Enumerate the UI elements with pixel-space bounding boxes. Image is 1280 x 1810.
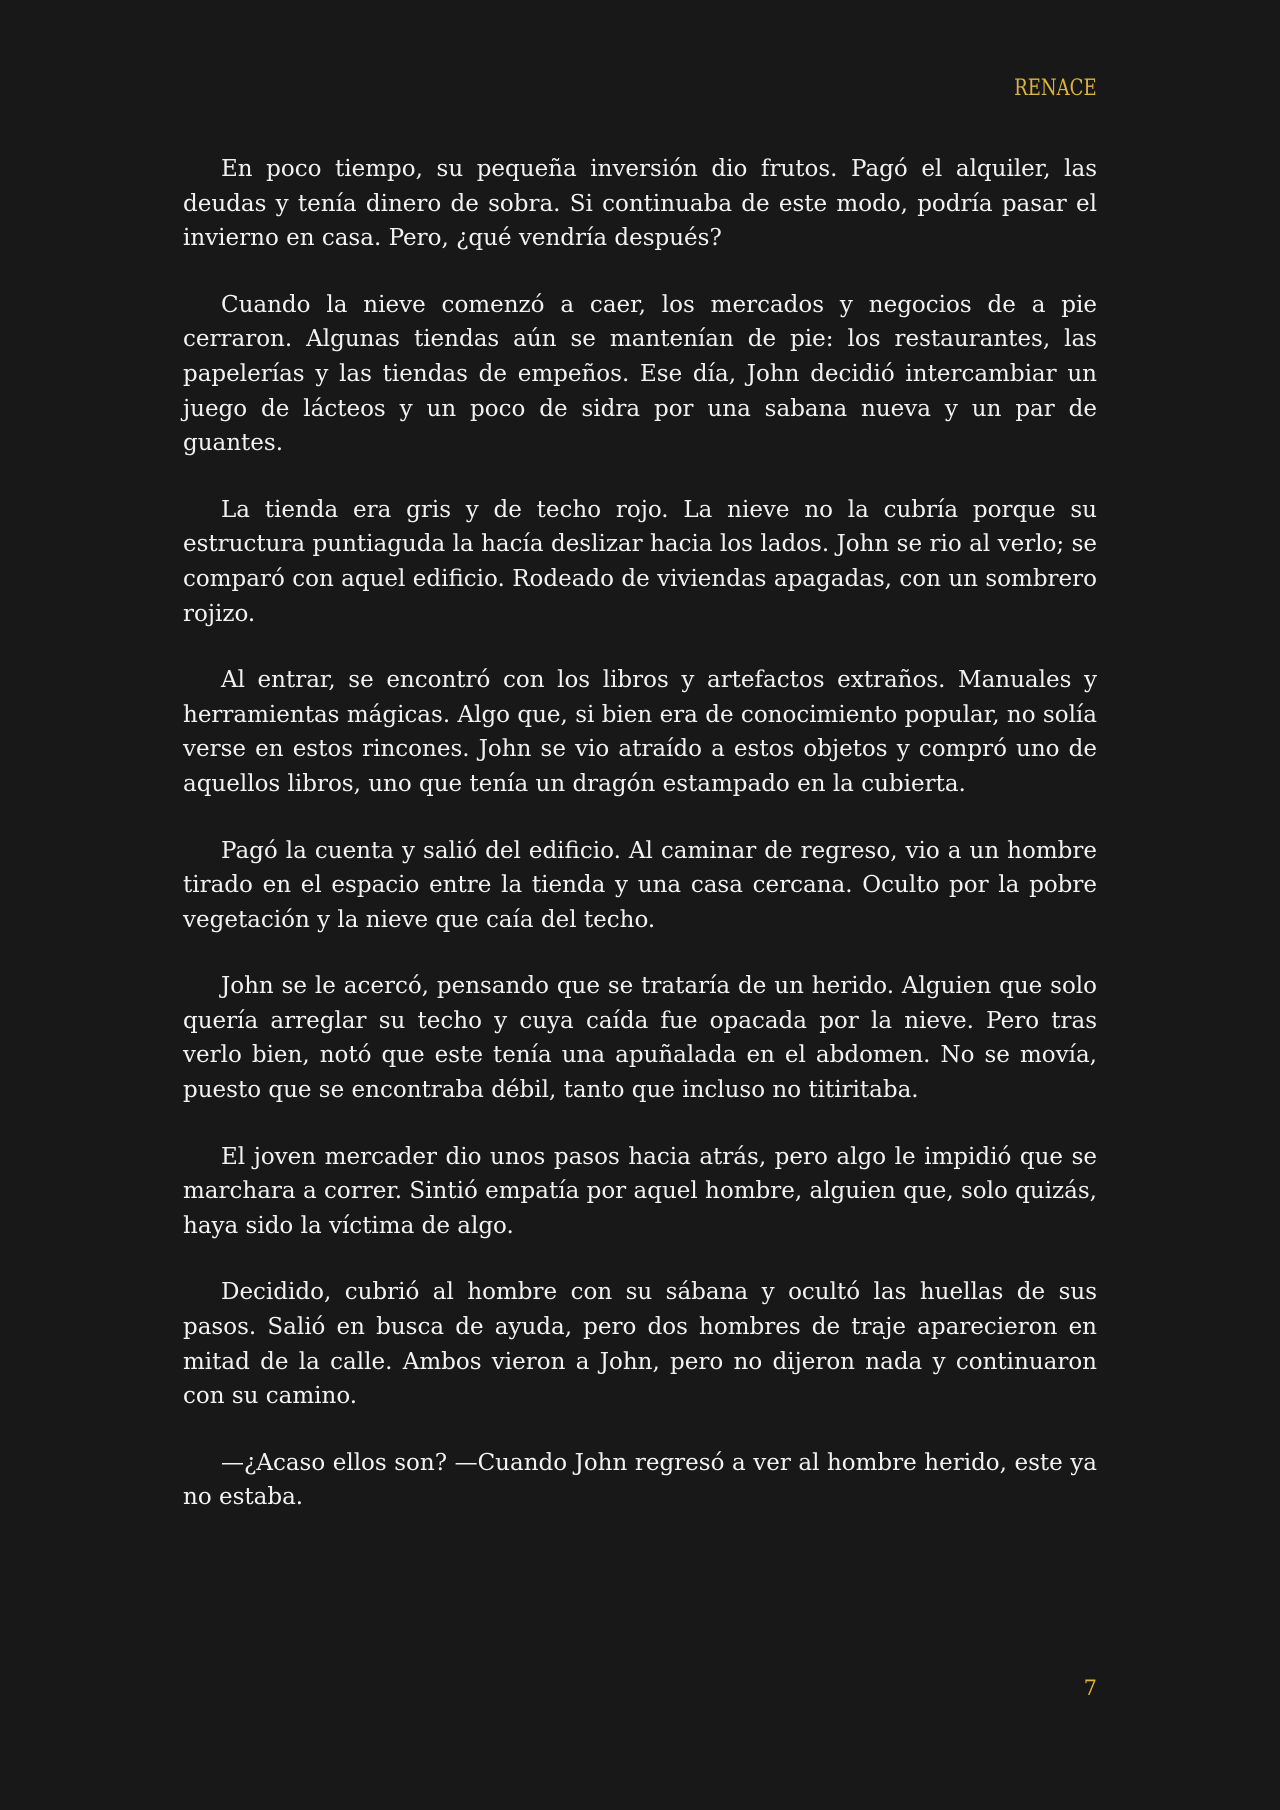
paragraph-4: Al entrar, se encontró con los libros y artefactos extraños. Manuales y herramientas mágicas. Algo que, si bien era de conocimiento popular, no solía verse en estos rincones. John se vio atraído a estos objetos y compró uno de aquellos libros, uno que tenía un dragón estampado en la cubierta. xyxy=(183,667,1097,797)
paragraph-2: Cuando la nieve comenzó a caer, los mercados y negocios de a pie cerraron. Algunas tiendas aún se mantenían de pie: los restaurantes, las papelerías y las tiendas de empeños. Ese día, John decidió intercambiar un juego de lácteos y un poco de sidra por una sabana nueva y un par de guantes. xyxy=(183,291,1097,457)
paragraph-8: Decidido, cubrió al hombre con su sábana y ocultó las huellas de sus pasos. Salió en busca de ayuda, pero dos hombres de traje aparecieron en mitad de la calle. Ambos vieron a John, pero no dijeron nada y continuaron con su camino. xyxy=(183,1279,1097,1410)
paragraph-1: En poco tiempo, su pequeña inversión dio frutos. Pagó el alquiler, las deudas y tenía dinero de sobra. Si continuaba de este modo, podría pasar el invierno en casa. Pero, ¿qué vendría después? xyxy=(183,156,1097,252)
paragraph-7: El joven mercader dio unos pasos hacia atrás, pero algo le impidió que se marchara a correr. Sintió empatía por aquel hombre, alguien que, solo quizás, haya sido la víctima de algo. xyxy=(183,1143,1097,1239)
paragraph-5: Pagó la cuenta y salió del edificio. Al caminar de regreso, vio a un hombre tirado en el espacio entre la tienda y una casa cercana. Oculto por la pobre vegetación y la nieve que caía del techo. xyxy=(183,837,1097,933)
paragraph-6: John se le acercó, pensando que se trataría de un herido. Alguien que solo quería arreglar su techo y cuya caída fue opacada por la nieve. Pero tras verlo bien, notó que este tenía una apuñalada en el abdomen. No se movía, puesto que se encontraba débil, tanto que incluso no titiritaba. xyxy=(183,973,1097,1104)
paragraph-9: —¿Acaso ellos son? —Cuando John regresó a ver al hombre herido, este ya no estaba. xyxy=(183,1449,1097,1511)
running-header: RENACE xyxy=(1014,76,1097,101)
paragraph-3: La tienda era gris y de techo rojo. La nieve no la cubría porque su estructura puntiaguda la hacía deslizar hacia los lados. John se rio al verlo; se comparó con aquel edificio. Rodeado de viviendas apagadas, con un sombrero rojizo. xyxy=(183,496,1097,627)
page-body xyxy=(183,152,1097,1547)
page-number: 7 xyxy=(1083,1676,1097,1700)
